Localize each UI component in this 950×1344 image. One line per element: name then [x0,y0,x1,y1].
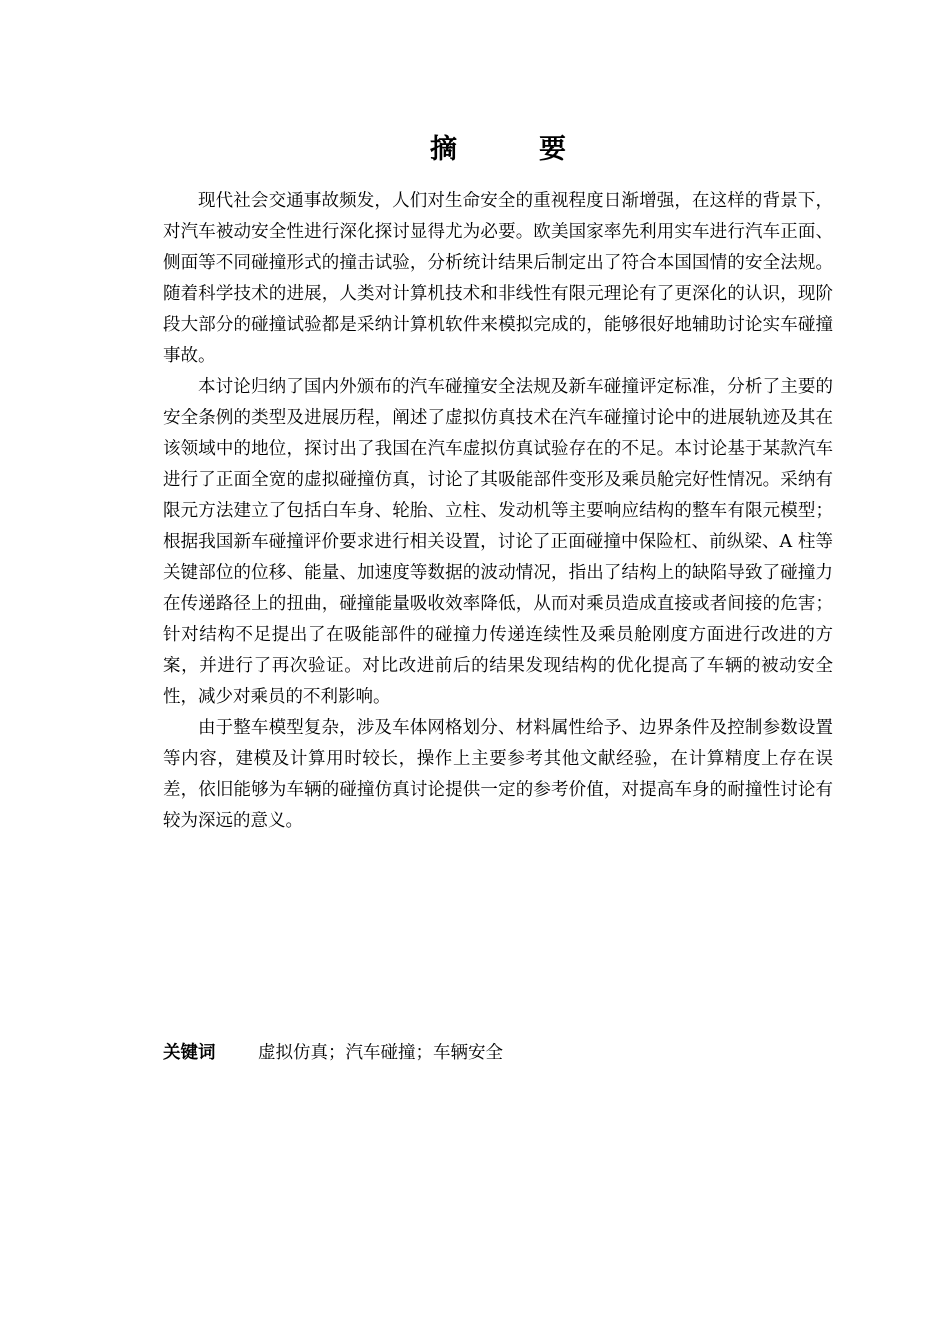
abstract-paragraph-1: 现代社会交通事故频发，人们对生命安全的重视程度日渐增强，在这样的背景下，对汽车被动安全性进行深化探讨显得尤为必要。欧美国家率先利用实车进行汽车正面、侧面等不同碰撞形式的撞击试验，分析统计结果后制定出了符合本国国情的安全法规。随着科学技术的进展，人类对计算机技术和非线性有限元理论有了更深化的认识，现阶段大部分的碰撞试验都是采纳计算机软件来模拟完成的，能够很好地辅助讨论实车碰撞事故。 [163,191,833,366]
keywords-value: 虚拟仿真；汽车碰撞；车辆安全 [258,1043,503,1063]
abstract-title-left: 摘 [430,134,457,165]
abstract-paragraph-3: 由于整车模型复杂，涉及车体网格划分、材料属性给予、边界条件及控制参数设置等内容，建模及计算用时较长，操作上主要参考其他文献经验，在计算精度上存在误差，依旧能够为车辆的碰撞仿真讨论提供一定的参考价值，对提高车身的耐撞性讨论有较为深远的意义。 [163,718,833,831]
abstract-title-right: 要 [539,134,566,165]
abstract-paragraph-2: 本讨论归纳了国内外颁布的汽车碰撞安全法规及新车碰撞评定标准，分析了主要的安全条例的类型及进展历程，阐述了虚拟仿真技术在汽车碰撞讨论中的进展轨迹及其在该领域中的地位，探讨出了我国在汽车虚拟仿真试验存在的不足。本讨论基于某款汽车进行了正面全宽的虚拟碰撞仿真，讨论了其吸能部件变形及乘员舱完好性情况。采纳有限元方法建立了包括白车身、轮胎、立柱、发动机等主要响应结构的整车有限元模型；根据我国新车碰撞评价要求进行相关设置，讨论了正面碰撞中保险杠、前纵梁、A 柱等关键部位的位移、能量、加速度等数据的波动情况，指出了结构上的缺陷导致了碰撞力在传递路径上的扭曲，碰撞能量吸收效率降低，从而对乘员造成直接或者间接的危害；针对结构不足提出了在吸能部件的碰撞力传递连续性及乘员舱刚度方面进行改进的方案，并进行了再次验证。对比改进前后的结果发现结构的优化提高了车辆的被动安全性，减少对乘员的不利影响。 [163,377,833,707]
keywords-label: 关键词 [163,1043,216,1063]
abstract-body [163,186,833,837]
abstract-title [163,128,833,172]
keywords-line [163,1038,833,1068]
